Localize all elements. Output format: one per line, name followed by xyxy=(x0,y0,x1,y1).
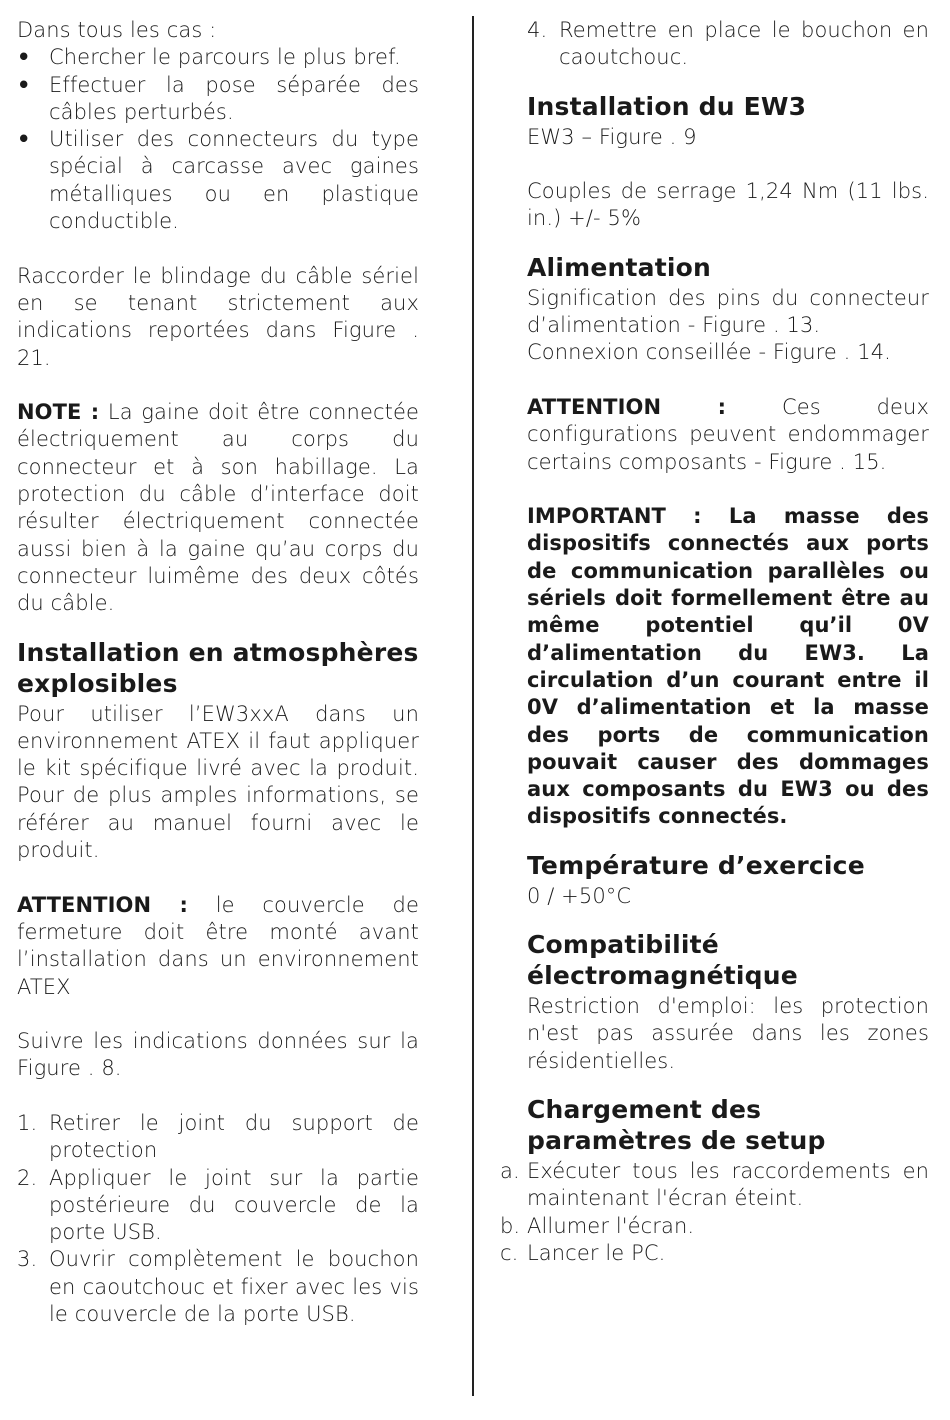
important-paragraph xyxy=(527,503,929,831)
temperature-heading: Température d’exercice xyxy=(527,850,865,880)
list-item xyxy=(17,1165,419,1247)
list-marker: a. xyxy=(500,1158,520,1183)
list-item-text: Lancer le PC. xyxy=(527,1240,666,1265)
left-column xyxy=(17,17,419,1328)
list-item xyxy=(527,17,929,72)
bullet-list xyxy=(17,44,419,235)
list-marker: 4. xyxy=(527,18,548,42)
list-marker: 2. xyxy=(17,1165,38,1190)
ew3-heading: Installation du EW3 xyxy=(527,91,807,121)
list-item-text: Appliquer le joint sur la partie postérieure du couvercle de la porte USB. xyxy=(49,1165,419,1245)
bullet-item: • Effectuer la pose séparée des câbles perturbés. xyxy=(17,72,419,127)
list-marker: b. xyxy=(500,1213,521,1238)
atex-paragraph: Pour utiliser l’EW3xxA dans un environnement ATEX il faut appliquer le kit spécifique livré avec la produit. Pour de plus amples informations, se référer au manuel fourni avec le produit. xyxy=(17,701,419,863)
power-heading: Alimentation xyxy=(527,252,712,282)
important-block xyxy=(527,503,929,831)
list-marker: c. xyxy=(500,1240,519,1265)
list-marker: 3. xyxy=(17,1247,38,1272)
torque-paragraph: Couples de serrage 1,24 Nm (11 lbs. in.) +/- 5% xyxy=(527,179,929,231)
column-divider xyxy=(472,16,474,1396)
steps-list xyxy=(17,1110,419,1328)
list-item-text: Allumer l'écran. xyxy=(527,1213,695,1238)
ew3-figure-ref: EW3 – Figure . 9 xyxy=(527,124,697,149)
list-item xyxy=(500,1240,929,1267)
emc-paragraph: Restriction d'emploi: les protection n'est pas assurée dans les zones résidentielles. xyxy=(527,994,929,1073)
attention-text: le couvercle de fermeture doit être monté avant l’installation dans un environnement ATEX xyxy=(17,892,419,999)
note-paragraph xyxy=(17,399,419,617)
attention-paragraph xyxy=(17,892,419,1001)
list-marker: 1. xyxy=(17,1110,38,1135)
attention-label: ATTENTION : xyxy=(527,394,727,419)
bullet-item: • Utiliser des connecteurs du type spécial à carcasse avec gaines métalliques ou en plastique conductible. xyxy=(17,126,419,235)
important-label: IMPORTANT : xyxy=(527,504,702,529)
shield-paragraph: Raccorder le blindage du câble sériel en se tenant strictement aux indications reportées dans Figure . 21. xyxy=(17,263,419,370)
list-item-text: Remettre en place le bouchon en caoutchouc. xyxy=(559,18,929,70)
list-item xyxy=(500,1158,929,1213)
list-item-text: Retirer le joint du support de protection xyxy=(49,1110,419,1163)
atex-heading: Installation en atmosphères explosibles xyxy=(17,637,419,698)
important-text: La masse des dispositifs connectés aux ports de communication parallèles ou sériels doit formellement être au même potentiel qu’il 0V d’alimentation du EW3. La circulation d’un courant entre il 0V d’alimentation et la masse des ports de communication pouvait causer des dommages aux composants du EW3 ou des dispositifs connectés. xyxy=(527,504,929,829)
note-text: La gaine doit être connectée électriquement au corps du connecteur et à son habillage. La protection du câble d’interface doit résulter électriquement connectée aussi bien à la gaine qu’au corps du connecteur luimême des deux côtés du câble. xyxy=(17,400,419,616)
steps-list-continued xyxy=(527,17,929,72)
follow-paragraph: Suivre les indications données sur la Figure . 8. xyxy=(17,1029,419,1081)
right-column xyxy=(500,17,929,1267)
attention-paragraph xyxy=(527,394,929,476)
attention-label: ATTENTION : xyxy=(17,892,188,917)
emc-heading: Compatibilité électromagnétique xyxy=(527,930,798,991)
list-item-text: Exécuter tous les raccordements en maintenant l'écran éteint. xyxy=(527,1158,929,1211)
setup-heading: Chargement des paramètres de setup xyxy=(527,1094,826,1155)
temperature-value: 0 / +50°C xyxy=(527,883,632,908)
power-paragraph-2: Connexion conseillée - Figure . 14. xyxy=(527,340,891,365)
list-item xyxy=(500,1213,929,1240)
note-label: NOTE : xyxy=(17,400,100,425)
bullet-item: • Chercher le parcours le plus bref. xyxy=(17,44,419,71)
attention-text: Ces deux configurations peuvent endommager certains composants - Figure . 15. xyxy=(527,394,929,474)
power-paragraph-1: Signification des pins du connecteur d’alimentation - Figure . 13. xyxy=(527,285,929,338)
list-item-text: Ouvrir complètement le bouchon en caoutchouc et fixer avec les vis le couvercle de la porte USB. xyxy=(49,1247,419,1327)
list-item xyxy=(17,1110,419,1165)
intro-text: Dans tous les cas : xyxy=(17,18,217,42)
setup-steps-list xyxy=(500,1158,929,1267)
list-item xyxy=(17,1246,419,1328)
